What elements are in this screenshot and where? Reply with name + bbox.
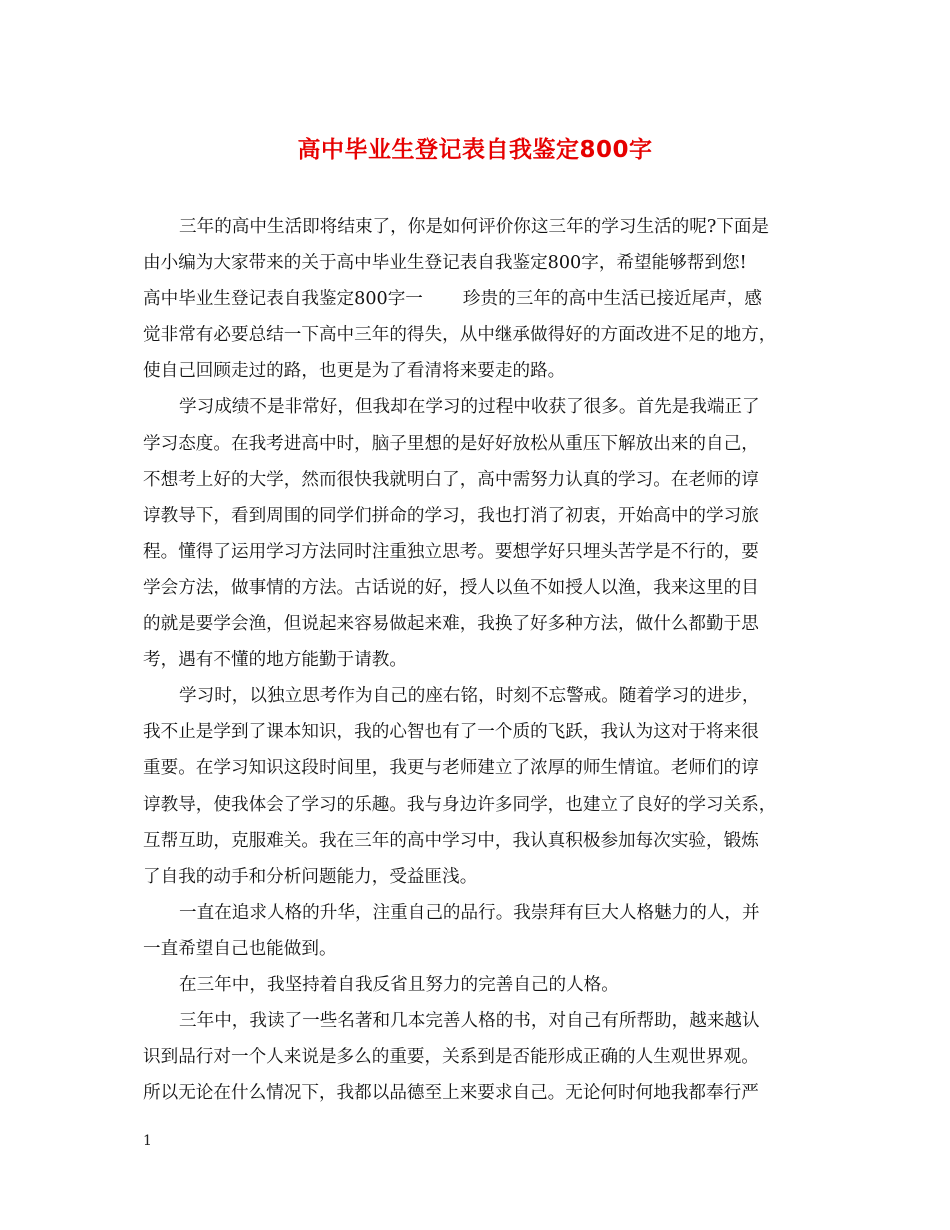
text-line: 使自己回顾走过的路，也更是为了看清将来要走的路。 bbox=[143, 361, 566, 382]
text-line: 一直希望自己也能做到。 bbox=[143, 938, 337, 959]
text-line: 由小编为大家带来的关于高中毕业生登记表自我鉴定800字，希望能够帮到您! bbox=[143, 253, 747, 274]
text-line: 学习时，以独立思考作为自己的座右铭，时刻不忘警戒。随着学习的进步， bbox=[179, 686, 760, 707]
text-line: 三年的高中生活即将结束了，你是如何评价你这三年的学习生活的呢?下面是 bbox=[179, 217, 770, 237]
section-heading: 高中毕业生登记表自我鉴定800字一 bbox=[143, 289, 423, 310]
text-line: 识到品行对一个人来说是多么的重要，关系到是否能形成正确的人生观世界观。 bbox=[143, 1047, 759, 1068]
text-line: 一直在追求人格的升华，注重自己的品行。我崇拜有巨大人格魅力的人，并 bbox=[179, 902, 760, 923]
text-line: 我不止是学到了课本知识，我的心智也有了一个质的飞跃，我认为这对于将来很 bbox=[143, 722, 759, 743]
text-line: 在三年中，我坚持着自我反省且努力的完善自己的人格。 bbox=[179, 974, 619, 995]
text-line: 重要。在学习知识这段时间里，我更与老师建立了浓厚的师生情谊。老师们的谆 bbox=[143, 758, 759, 779]
text-line: 觉非常有必要总结一下高中三年的得失，从中继承做得好的方面改进不足的地方， bbox=[143, 325, 777, 346]
document-body bbox=[143, 209, 823, 1111]
text-line: 的就是要学会渔，但说起来容易做起来难，我换了好多种方法，做什么都勤于思 bbox=[143, 614, 759, 635]
text-line: 考，遇有不懂的地方能勤于请教。 bbox=[143, 650, 407, 671]
text-line: 程。懂得了运用学习方法同时注重独立思考。要想学好只埋头苦学是不行的，要 bbox=[143, 541, 759, 562]
text-line: 互帮互助，克服难关。我在三年的高中学习中，我认真积极参加每次实验，锻炼 bbox=[143, 830, 759, 851]
text-line: 学习成绩不是非常好，但我却在学习的过程中收获了很多。首先是我端正了 bbox=[179, 397, 760, 418]
text-line: 谆教导，使我体会了学习的乐趣。我与身边许多同学，也建立了良好的学习关系， bbox=[143, 794, 777, 815]
text-span: 珍贵的三年的高中生活已接近尾声，感 bbox=[462, 289, 763, 310]
document-title: 高中毕业生登记表自我鉴定800字 bbox=[297, 137, 653, 163]
text-line: 学会方法，做事情的方法。古话说的好，授人以鱼不如授人以渔，我来这里的目 bbox=[143, 577, 759, 598]
text-line: 所以无论在什么情况下，我都以品德至上来要求自己。无论何时何地我都奉行严 bbox=[143, 1083, 759, 1104]
text-line: 学习态度。在我考进高中时，脑子里想的是好好放松从重压下解放出来的自己， bbox=[143, 433, 759, 454]
text-line: 谆教导下，看到周围的同学们拼命的学习，我也打消了初衷，开始高中的学习旅 bbox=[143, 505, 759, 526]
text-line: 不想考上好的大学，然而很快我就明白了，高中需努力认真的学习。在老师的谆 bbox=[143, 469, 759, 490]
page-number: 1 bbox=[143, 1133, 152, 1149]
text-line: 了自我的动手和分析问题能力，受益匪浅。 bbox=[143, 866, 478, 887]
text-line: 三年中，我读了一些名著和几本完善人格的书，对自己有所帮助，越来越认 bbox=[179, 1011, 760, 1032]
text-line bbox=[143, 281, 823, 317]
